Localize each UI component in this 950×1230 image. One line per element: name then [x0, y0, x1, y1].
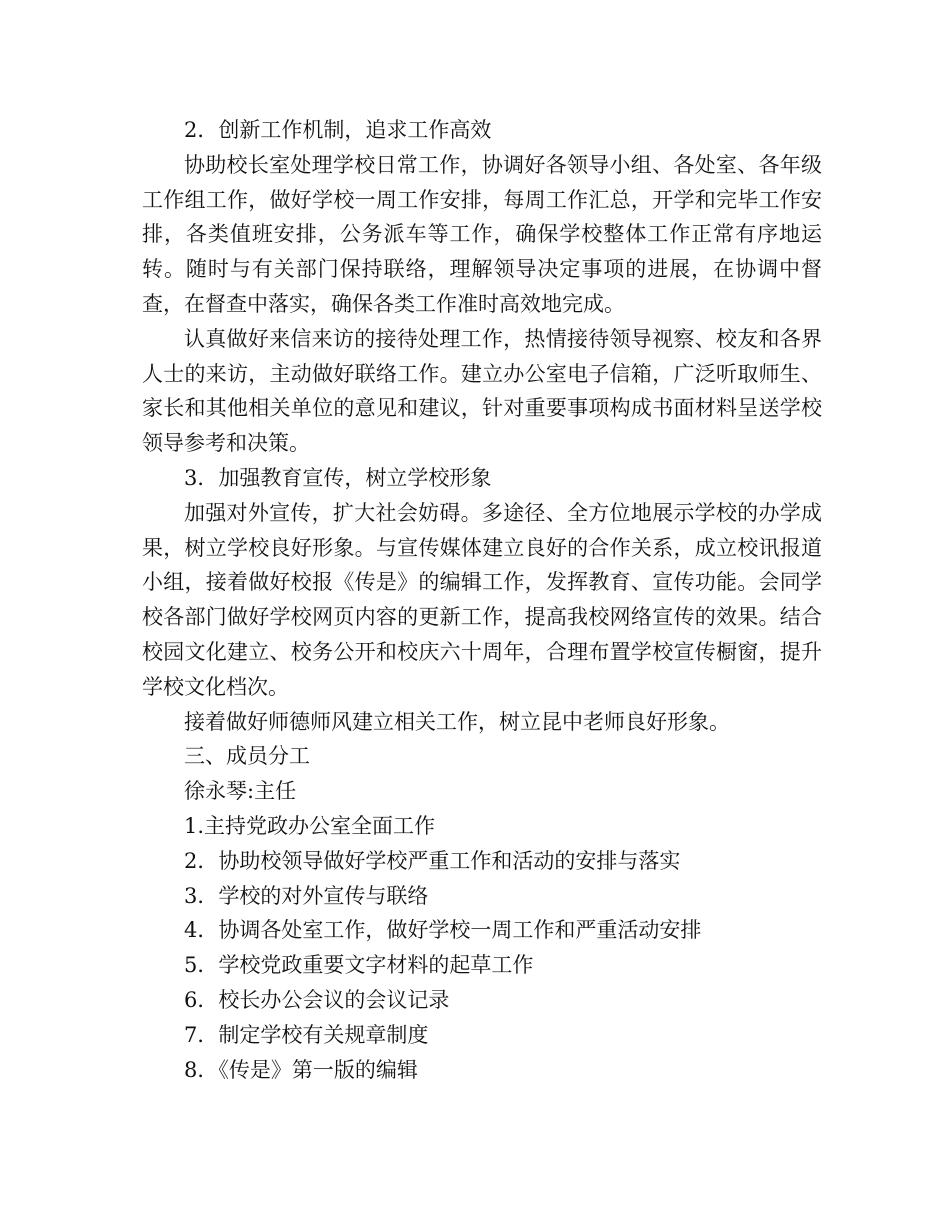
duty-item: 8．《传是》第一版的编辑: [184, 1057, 418, 1082]
duty-item: 7．制定学校有关规章制度: [184, 1022, 429, 1047]
duty-item: 2．协助校领导做好学校严重工作和活动的安排与落实: [184, 848, 681, 873]
duty-item: 4．协调各处室工作，做好学校一周工作和严重活动安排: [184, 918, 702, 943]
section-heading-2: 2．创新工作机制，追求工作高效: [184, 118, 492, 142]
duty-item: 3．学校的对外宣传与联络: [184, 883, 429, 908]
paragraph-publicity: 加强对外宣传，扩大社会妨碍。多途径、全方位地展示学校的办学成果，树立学校良好形象。与宣传媒体建立良好的合作关系，成立校讯报道小组，接着做好校报《传是》的编辑工作，发挥教育、宣传功能。会同学校各部门做好学校网页内容的更新工作，提高我校网络宣传的效果。结合校园文化建立、校务公开和校庆六十周年，合理布置学校宣传橱窗，提升学校文化档次。: [142, 500, 822, 699]
paragraph-visits: 认真做好来信来访的接待处理工作，热情接待领导视察、校友和各界人士的来访，主动做好联络工作。建立办公室电子信箱，广泛听取师生、家长和其他相关单位的意见和建议，针对重要事项构成书面材料呈送学校领导参考和决策。: [142, 326, 822, 456]
section-heading-3: 3．加强教育宣传，树立学校形象: [184, 465, 492, 490]
member-name-role: 徐永琴:主任: [184, 779, 297, 804]
document-body: [142, 113, 822, 1087]
duty-item: 6．校长办公会议的会议记录: [184, 987, 450, 1012]
duty-item: 5．学校党政重要文字材料的起草工作: [184, 953, 534, 978]
section-title-members: 三、成员分工: [184, 744, 310, 769]
paragraph-ethics: 接着做好师德师风建立相关工作，树立昆中老师良好形象。: [184, 709, 730, 734]
duty-item: 1.主持党政办公室全面工作: [184, 813, 436, 838]
paragraph-coordination: 协助校长室处理学校日常工作，协调好各领导小组、各处室、各年级工作组工作，做好学校一周工作安排，每周工作汇总，开学和完毕工作安排，各类值班安排，公务派车等工作，确保学校整体工作正常有序地运转。随时与有关部门保持联络，理解领导决定事项的进展，在协调中督查，在督查中落实，确保各类工作准时高效地完成。: [142, 152, 822, 316]
